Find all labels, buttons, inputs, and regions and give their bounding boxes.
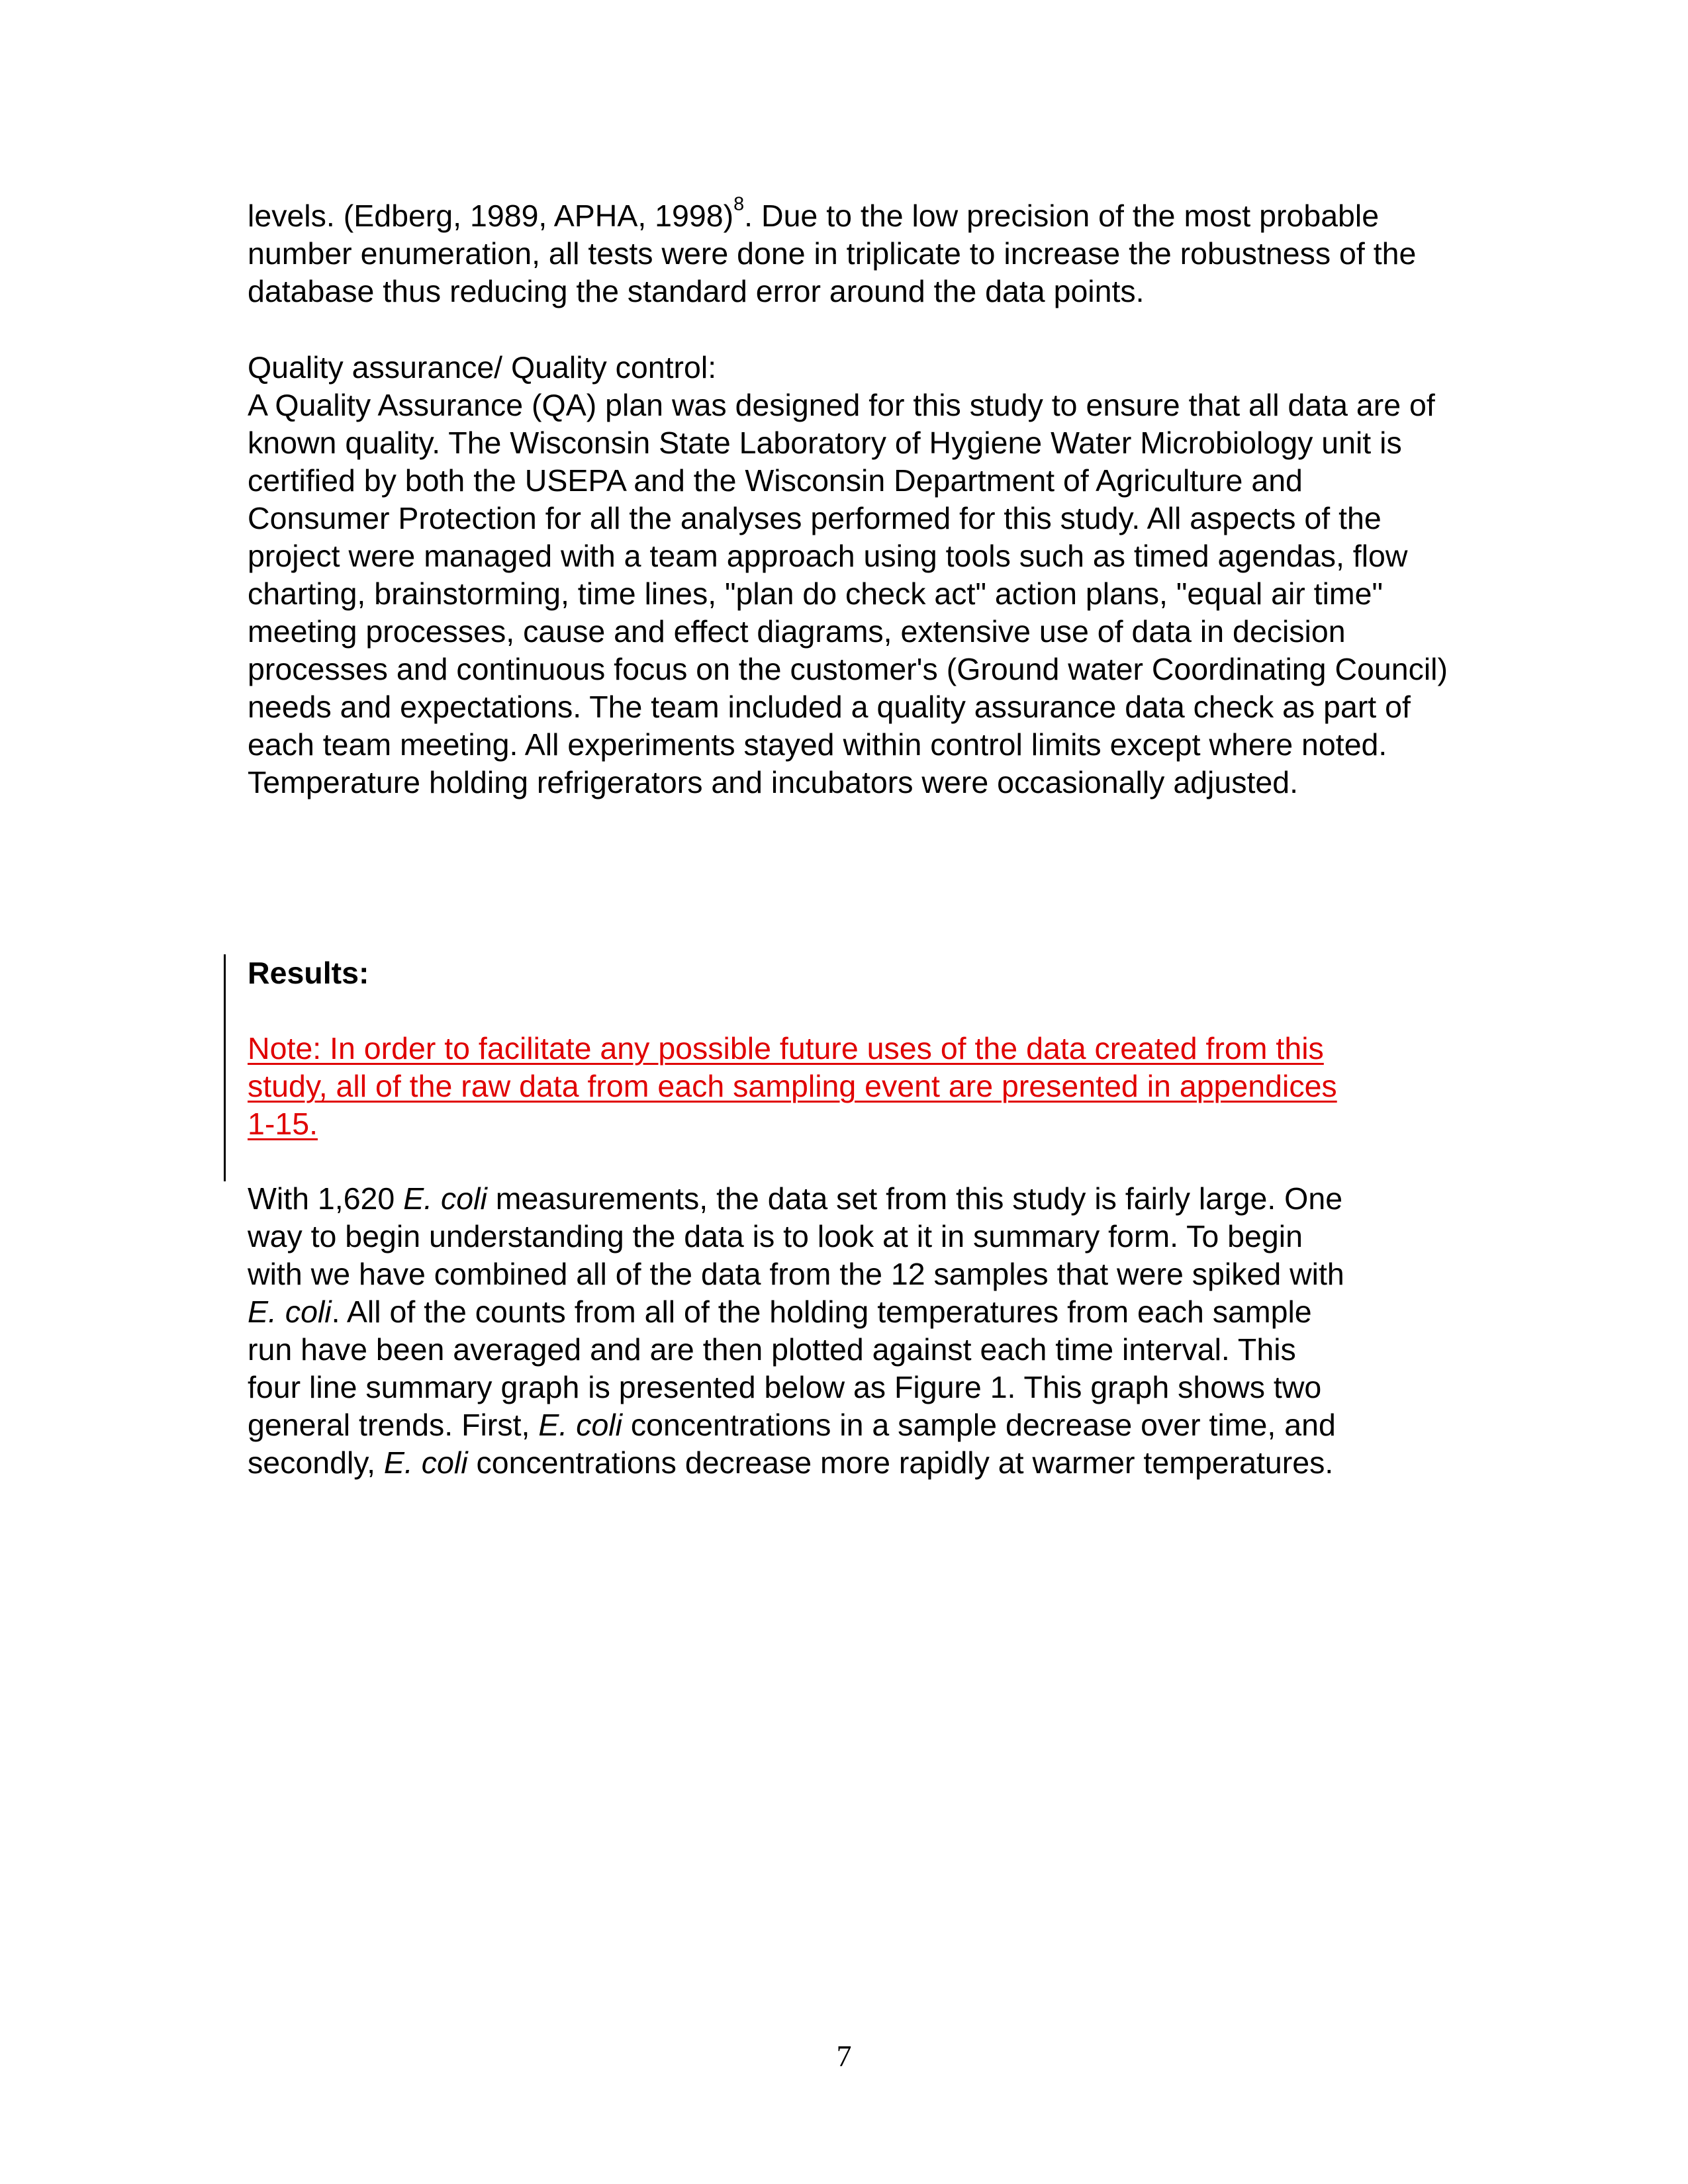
qa-line: charting, brainstorming, time lines, "plan do check act" action plans, "equal air time" xyxy=(248,576,1383,611)
summary-line-5: run have been averaged and are then plotted against each time interval. This xyxy=(248,1332,1296,1367)
results-heading: Results: xyxy=(248,956,369,990)
summary-line-3: with we have combined all of the data from the 12 samples that were spiked with xyxy=(248,1257,1344,1291)
footnote-reference: 8 xyxy=(733,193,745,215)
intro-paragraph xyxy=(248,193,1558,310)
summary-paragraph xyxy=(248,1180,1558,1482)
summary-line-2: way to begin understanding the data is to look at it in summary form. To begin xyxy=(248,1219,1303,1253)
summary-line-1: With 1,620 E. coli measurements, the data set from this study is fairly large. One xyxy=(248,1181,1343,1216)
qa-line: each team meeting. All experiments stayed within control limits except where noted. xyxy=(248,727,1387,762)
summary-line-8: secondly, E. coli concentrations decrease more rapidly at warmer temperatures. xyxy=(248,1445,1334,1480)
page-number: 7 xyxy=(836,2039,852,2073)
note-line: Note: In order to facilitate any possible future uses of the data created from this xyxy=(248,1031,1324,1066)
qa-heading: Quality assurance/ Quality control: xyxy=(248,350,717,385)
intro-line-1: levels. (Edberg, 1989, APHA, 1998)$^8$. Due to the low precision of the most probable xyxy=(248,193,1380,233)
qa-line: needs and expectations. The team included a quality assurance data check as part of xyxy=(248,690,1411,724)
qa-section xyxy=(248,349,1558,801)
results-section xyxy=(248,954,1558,992)
note-line: study, all of the raw data from each sampling event are presented in appendices xyxy=(248,1069,1337,1103)
summary-line-4: E. coli. All of the counts from all of the holding temperatures from each sample xyxy=(248,1295,1312,1329)
qa-line: processes and continuous focus on the customer's (Ground water Coordinating Council) xyxy=(248,652,1448,686)
qa-line: Temperature holding refrigerators and incubators were occasionally adjusted. xyxy=(248,765,1299,799)
note-line: 1-15. xyxy=(248,1107,318,1141)
summary-line-6: four line summary graph is presented below as Figure 1. This graph shows two xyxy=(248,1370,1322,1404)
qa-line: meeting processes, cause and effect diagrams, extensive use of data in decision xyxy=(248,614,1346,649)
qa-line: project were managed with a team approach using tools such as timed agendas, flow xyxy=(248,539,1408,573)
intro-line-2: number enumeration, all tests were done in triplicate to increase the robustness of the xyxy=(248,236,1417,271)
qa-line: certified by both the USEPA and the Wisconsin Department of Agriculture and xyxy=(248,463,1303,498)
qa-line: Consumer Protection for all the analyses performed for this study. All aspects of the xyxy=(248,501,1382,535)
revision-change-bar xyxy=(224,954,226,1181)
qa-line: A Quality Assurance (QA) plan was designed for this study to ensure that all data are of xyxy=(248,388,1435,422)
summary-line-7: general trends. First, E. coli concentrations in a sample decrease over time, and xyxy=(248,1408,1336,1442)
results-note xyxy=(248,1030,1558,1143)
intro-line-3: database thus reducing the standard error around the data points. xyxy=(248,274,1145,308)
qa-line: known quality. The Wisconsin State Laboratory of Hygiene Water Microbiology unit is xyxy=(248,426,1402,460)
